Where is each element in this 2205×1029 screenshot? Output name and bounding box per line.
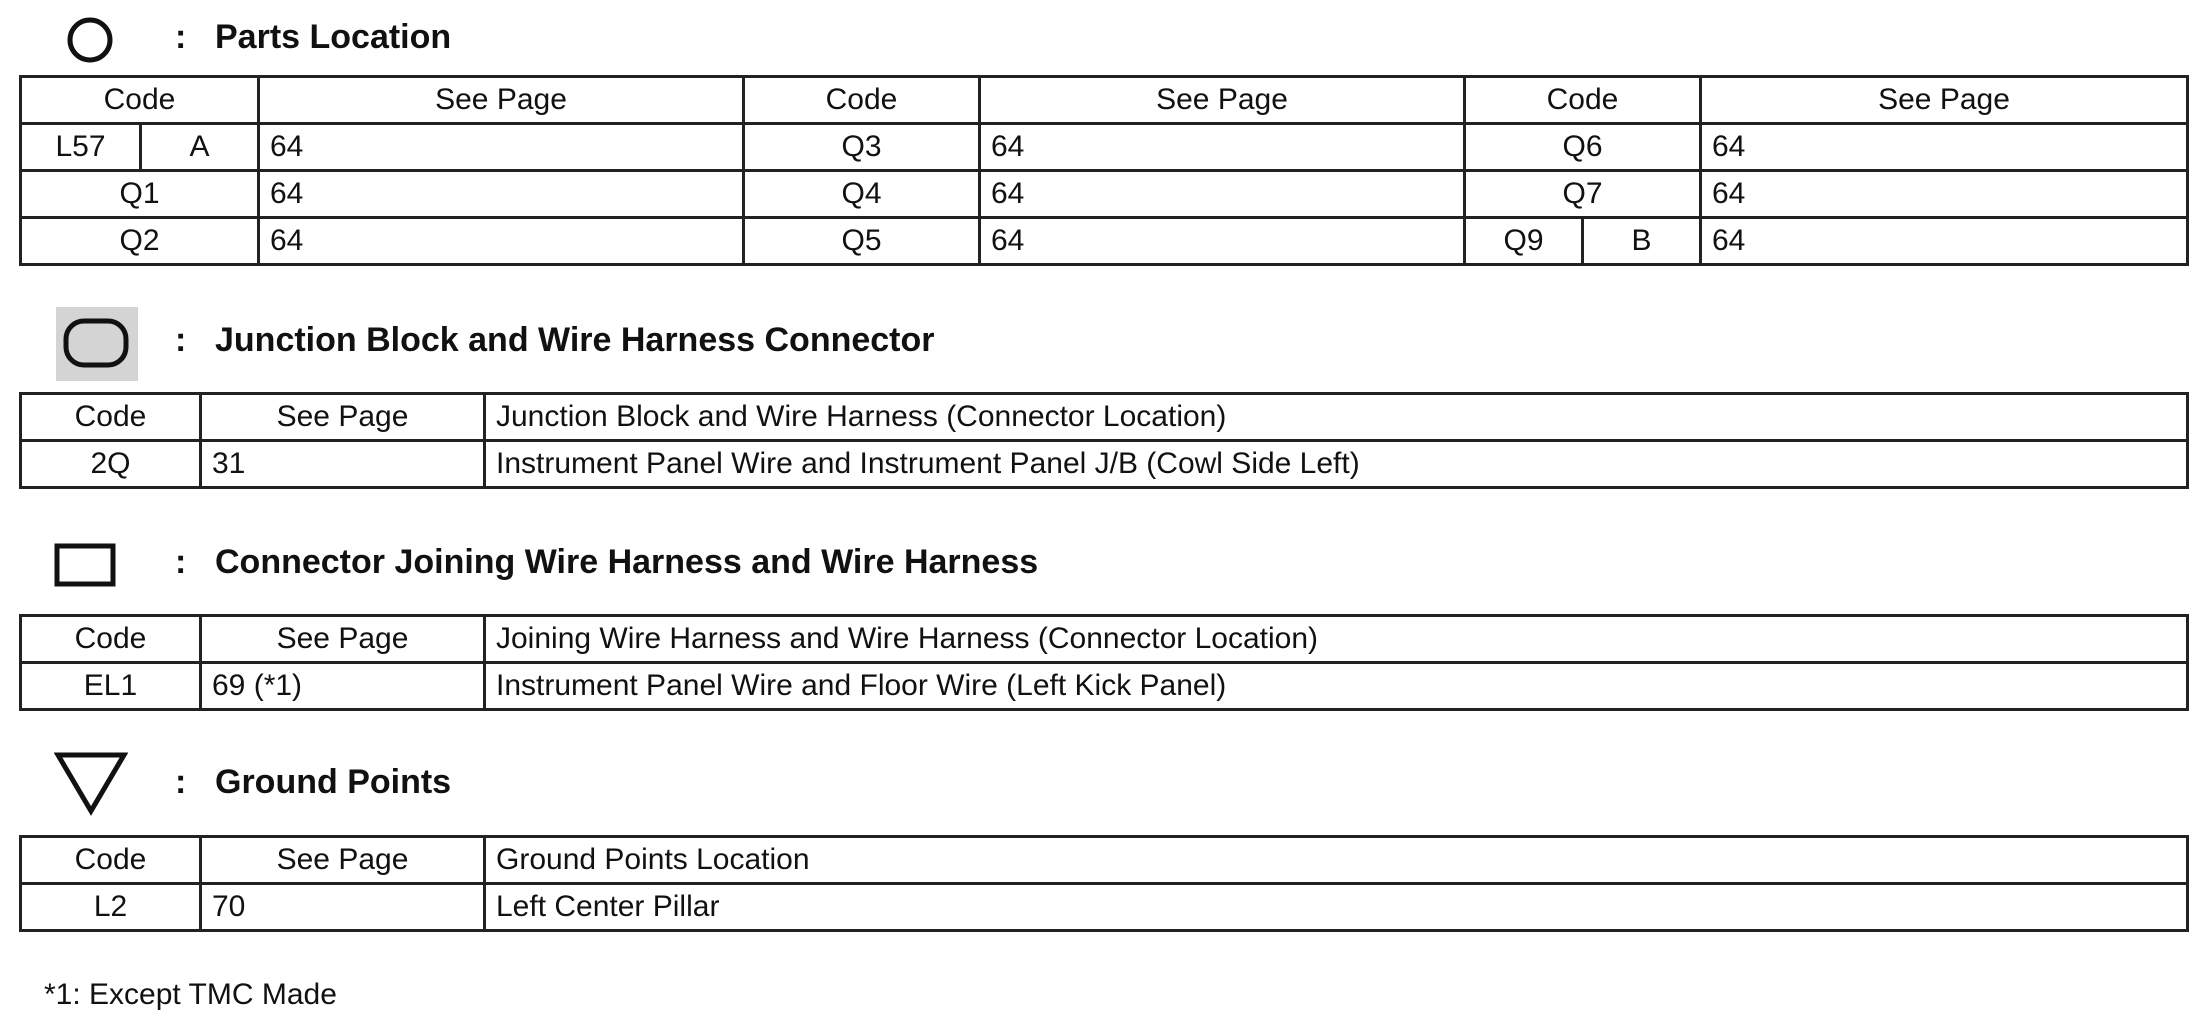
section-title: Parts Location [215, 18, 452, 56]
section-colon: : [175, 321, 187, 359]
page-cell: 70 [201, 884, 485, 931]
code-cell: Q9 [1465, 218, 1583, 265]
section-title: Connector Joining Wire Harness and Wire Harness [215, 543, 1039, 581]
junction-block-header [0, 313, 2205, 373]
description-cell: Left Center Pillar [485, 884, 2188, 931]
description-cell: Instrument Panel Wire and Instrument Panel J/B (Cowl Side Left) [485, 441, 2188, 488]
joining-connector-header [0, 535, 2205, 595]
code-suffix-cell: B [1583, 218, 1701, 265]
code-cell: Q7 [1465, 171, 1701, 218]
parts-location-header [0, 8, 2205, 68]
table-header-row [21, 77, 2188, 124]
page-cell: 64 [1701, 171, 2188, 218]
table-header-row [21, 837, 2188, 884]
table-row [21, 124, 2188, 171]
section-colon: : [175, 543, 187, 581]
column-header: See Page [201, 837, 485, 884]
code-cell: Q1 [21, 171, 259, 218]
column-header: See Page [259, 77, 744, 124]
footnote: *1: Except TMC Made [44, 978, 337, 1011]
column-header: Code [744, 77, 980, 124]
joining-connector-table [19, 614, 2189, 711]
page-cell: 69 (*1) [201, 663, 485, 710]
section-colon: : [175, 763, 187, 801]
page-cell: 64 [259, 171, 744, 218]
page-cell: 64 [1701, 218, 2188, 265]
section-title: Junction Block and Wire Harness Connector [215, 321, 935, 359]
code-cell: L2 [21, 884, 201, 931]
column-header: Junction Block and Wire Harness (Connector Location) [485, 394, 2188, 441]
inverted-triangle-icon [54, 751, 128, 817]
column-header: Ground Points Location [485, 837, 2188, 884]
rectangle-icon [54, 543, 118, 589]
ground-points-table [19, 835, 2189, 932]
page-cell: 64 [259, 218, 744, 265]
section-colon: : [175, 18, 187, 56]
code-cell: 2Q [21, 441, 201, 488]
table-row [21, 663, 2188, 710]
section-title: Ground Points [215, 763, 452, 801]
page-cell: 64 [980, 218, 1465, 265]
column-header: See Page [1701, 77, 2188, 124]
column-header: See Page [201, 616, 485, 663]
rounded-rect-filled-icon [56, 307, 138, 381]
column-header: See Page [201, 394, 485, 441]
column-header: Code [21, 616, 201, 663]
page-cell: 31 [201, 441, 485, 488]
code-suffix-cell: A [141, 124, 259, 171]
table-row [21, 441, 2188, 488]
description-cell: Instrument Panel Wire and Floor Wire (Left Kick Panel) [485, 663, 2188, 710]
page-cell: 64 [259, 124, 744, 171]
column-header: Code [1465, 77, 1701, 124]
parts-location-table [19, 75, 2189, 266]
table-row [21, 884, 2188, 931]
table-header-row [21, 616, 2188, 663]
table-header-row [21, 394, 2188, 441]
page-cell: 64 [980, 171, 1465, 218]
page-cell: 64 [1701, 124, 2188, 171]
table-row [21, 171, 2188, 218]
code-cell: Q2 [21, 218, 259, 265]
column-header: Code [21, 837, 201, 884]
table-row [21, 218, 2188, 265]
code-cell: Q4 [744, 171, 980, 218]
circle-icon [66, 16, 114, 64]
page-cell: 64 [980, 124, 1465, 171]
ground-points-header [0, 753, 2205, 813]
column-header: Code [21, 77, 259, 124]
column-header: See Page [980, 77, 1465, 124]
column-header: Joining Wire Harness and Wire Harness (Connector Location) [485, 616, 2188, 663]
code-cell: Q5 [744, 218, 980, 265]
junction-block-table [19, 392, 2189, 489]
code-cell: L57 [21, 124, 141, 171]
code-cell: Q6 [1465, 124, 1701, 171]
column-header: Code [21, 394, 201, 441]
code-cell: Q3 [744, 124, 980, 171]
code-cell: EL1 [21, 663, 201, 710]
